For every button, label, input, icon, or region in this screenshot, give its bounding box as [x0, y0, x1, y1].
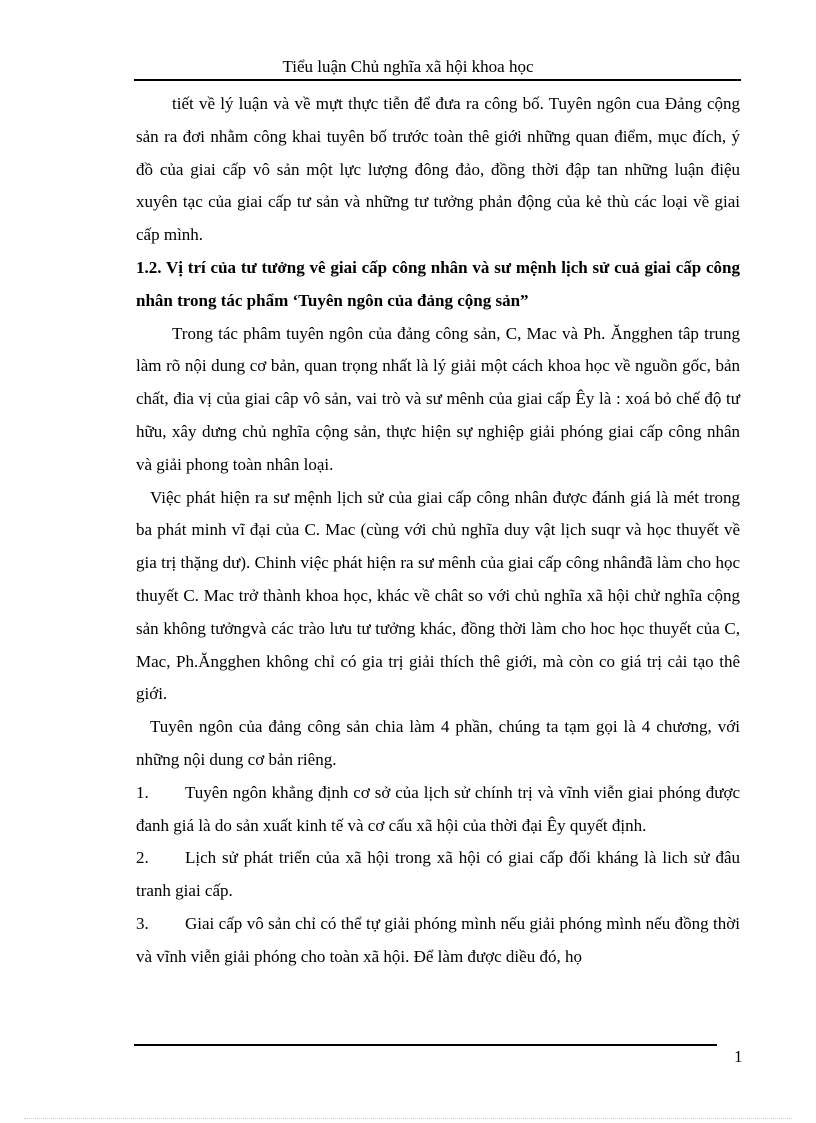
section-heading: 1.2. Vị trí của tư tưởng vê giai cấp công nhân và sư mệnh lịch sử cuả giai cấp công nhân trong tác phẩm ‘Tuyên ngôn của đảng cộng sản”	[136, 257, 740, 310]
numbered-item-text: Lịch sử phát triển của xã hội trong xã hội có giai cấp đối kháng là lich sử đâu tranh giai cấp.	[136, 848, 740, 901]
paragraph: Trong tác phâm tuyên ngôn của đảng công sản, C, Mac và Ph. Ăngghen tâp trung làm rõ nội dung cơ bản, quan trọng nhất là lý giải một cách khoa học về nguồn gốc, bản chất, đia vị của giai câp vô sản, vai trò và sư mênh của giai cấp Êy là : xoá bỏ chế độ tư hữu, xây dưng chủ nghĩa cộng sản, thực hiện sự nghiệp giải phóng giai cấp công nhân và giải phong toàn nhân loại.	[136, 323, 740, 474]
numbered-item-text: Giai cấp vô sản chỉ có thể tự giải phóng mình nếu giải phóng mình nếu đồng thời và vĩnh viễn giải phóng cho toàn xã hội. Để làm được diều đó, họ	[136, 913, 740, 966]
document-body	[136, 88, 740, 974]
footer-rule	[134, 1044, 717, 1046]
numbered-item	[136, 842, 740, 908]
numbered-item	[136, 777, 740, 843]
paragraph: Việc phát hiện ra sư mệnh lịch sử của giai cấp công nhân được đánh giá là mét trong ba phát minh vĩ đại của C. Mac (cùng với chủ nghĩa duy vật lịch suqr và học thuyết về gia trị thặng dư). Chinh việc phát hiện ra sư mênh của giai cấp công nhânđã làm cho học thuyết C. Mac trở thành khoa học, khác về chât so với chủ nghĩa xã hội chử nghĩa cộng sản không tưởngvà các trào lưu tư tưởng khác, đồng thời làm cho hoc học thuyết của C, Mac, Ph.Ăngghen không chỉ có gia trị giải thích thê giới, mà còn co giá trị cải tạo thê giới.	[136, 487, 740, 704]
numbered-item-label: 1.	[136, 782, 149, 802]
page-number: 1	[734, 1047, 743, 1066]
numbered-item-label: 2.	[136, 848, 149, 868]
page-edge	[24, 1118, 792, 1119]
numbered-item-label: 3.	[136, 913, 149, 933]
numbered-item-text: Tuyên ngôn khẳng định cơ sở của lịch sử chính trị và vĩnh viễn giai phóng được đanh giá là do sản xuất kinh tế và cơ cấu xã hội của thời đại Êy quyết định.	[136, 782, 740, 835]
header-rule	[134, 79, 741, 81]
numbered-item	[136, 908, 740, 974]
page-header-title: Tiểu luận Chủ nghĩa xã hội khoa học	[282, 57, 534, 76]
paragraph: Tuyên ngôn của đảng công sản chia làm 4 phần, chúng ta tạm gọi là 4 chương, với những nội dung cơ bản riêng.	[136, 717, 740, 769]
paragraph: tiết về lý luận và về mựt thực tiễn để đưa ra công bố. Tuyên ngôn cua Đảng cộng sản ra đơi nhằm công khai tuyên bố trước toàn thê giới những quan điểm, mục đích, ý đồ của giai cấp vô sản một lực lượng đông đảo, đồng thời đập tan những luận điệu xuyên tạc của giai cấp tư sản và những tư tưởng phản động của kẻ thù các loại về giai cấp mình.	[136, 94, 740, 245]
